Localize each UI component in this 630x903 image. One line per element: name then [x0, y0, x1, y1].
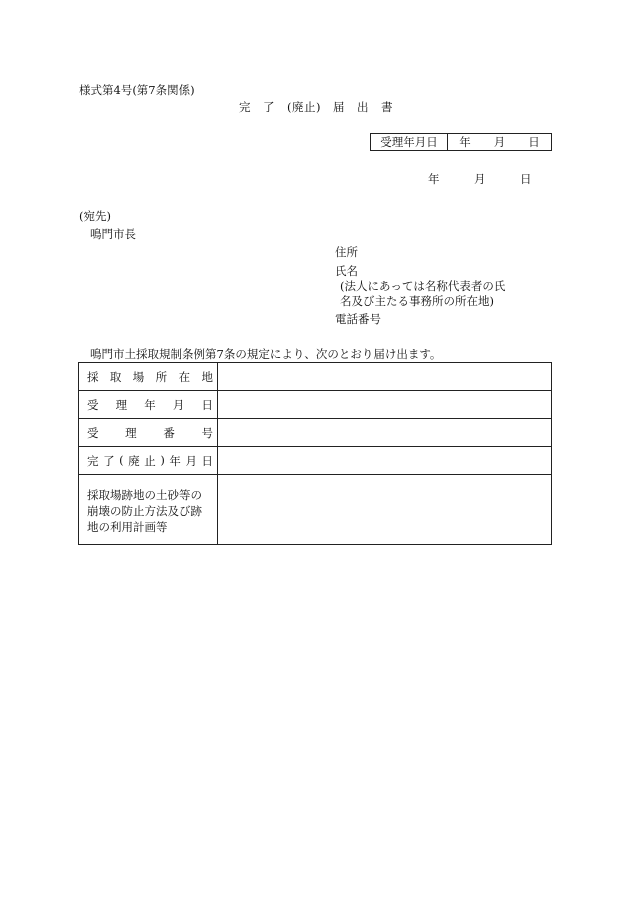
completion-date-field[interactable]	[218, 447, 552, 475]
label-char: 在	[178, 369, 191, 384]
label-char: 番	[163, 425, 175, 440]
corporate-note-line1: (法人にあっては名称代表者の氏	[340, 279, 506, 293]
name-label: 氏名	[335, 264, 358, 278]
site-location-field[interactable]	[218, 363, 552, 391]
label-char: 月	[172, 397, 185, 412]
spread-label	[87, 453, 213, 469]
label-char: 止	[144, 453, 156, 468]
row-label-completion-date	[79, 447, 218, 475]
row-label-plan	[79, 475, 218, 545]
spread-label	[87, 397, 213, 413]
label-char: 廃	[128, 453, 140, 468]
label-char: 了	[103, 453, 115, 468]
receipt-date-box	[370, 133, 552, 151]
label-char: 受	[87, 425, 99, 440]
table-row	[79, 419, 552, 447]
row-label-site	[79, 363, 218, 391]
label-char: 年	[169, 453, 181, 468]
plan-label: 採取場跡地の土砂等の崩壊の防止方法及び跡地の利用計画等	[87, 488, 202, 534]
document-title: 完 了 (廃止) 届 出 書	[239, 100, 393, 114]
body-statement: 鳴門市土採取規制条例第7条の規定により、次のとおり届け出ます。	[90, 347, 442, 361]
label-char: 受	[87, 397, 99, 412]
table-row	[79, 447, 552, 475]
address-label: 住所	[335, 245, 358, 259]
table-row	[79, 475, 552, 545]
label-char: (	[119, 452, 124, 467]
label-char: )	[160, 452, 165, 467]
spread-label	[87, 425, 213, 441]
phone-label: 電話番号	[335, 312, 381, 326]
table-row	[79, 391, 552, 419]
label-char: 採	[87, 369, 99, 384]
receipt-number-field[interactable]	[218, 419, 552, 447]
row-label-receipt-date	[79, 391, 218, 419]
addressee-mayor: 鳴門市長	[90, 227, 136, 241]
label-char: 場	[132, 369, 145, 384]
notification-table	[78, 362, 552, 545]
spread-label	[87, 369, 213, 385]
label-char: 号	[201, 425, 213, 440]
label-char: 月	[185, 453, 197, 468]
submission-date[interactable]: 年 月 日	[428, 172, 532, 186]
receipt-date-field[interactable]	[218, 391, 552, 419]
label-char: 完	[87, 453, 99, 468]
plan-field[interactable]	[218, 475, 552, 545]
corporate-note-line2: 名及び主たる事務所の所在地)	[340, 294, 494, 308]
row-label-receipt-number	[79, 419, 218, 447]
addressee-label: (宛先)	[79, 209, 111, 223]
label-char: 所	[155, 369, 168, 384]
receipt-date-label: 受理年月日	[371, 134, 448, 150]
label-char: 地	[201, 369, 213, 384]
label-char: 理	[125, 425, 137, 440]
table-row	[79, 363, 552, 391]
receipt-date-value[interactable]: 年 月 日	[459, 135, 540, 149]
label-char: 年	[144, 397, 156, 412]
label-char: 取	[109, 369, 122, 384]
form-number: 様式第4号(第7条関係)	[79, 83, 195, 97]
label-char: 理	[115, 397, 128, 412]
label-char: 日	[201, 453, 213, 468]
label-char: 日	[201, 397, 213, 412]
